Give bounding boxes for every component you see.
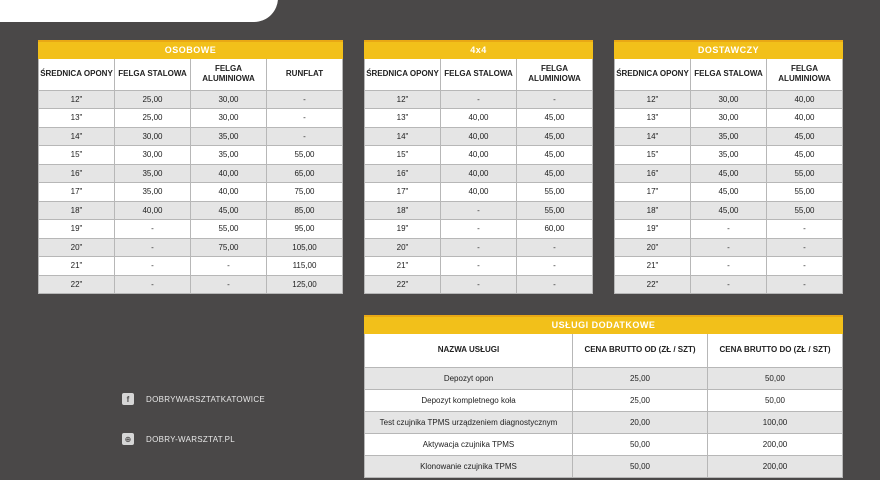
table-cell: -: [767, 275, 843, 294]
table-cell: 21": [39, 257, 115, 276]
table-row: [615, 183, 843, 202]
table-cell: 25,00: [115, 90, 191, 109]
column-header: ŚREDNICA OPONY: [615, 58, 691, 90]
table-cell: 45,00: [517, 146, 593, 165]
table-osobowe: [38, 40, 343, 294]
table-row: [365, 411, 843, 433]
table-cell: 200,00: [708, 433, 843, 455]
table-row: [39, 146, 343, 165]
column-header: FELGA STALOWA: [441, 58, 517, 90]
table-cell: 40,00: [441, 127, 517, 146]
table-cell: -: [115, 275, 191, 294]
column-header: RUNFLAT: [267, 58, 343, 90]
table-cell: 45,00: [767, 146, 843, 165]
table-cell: 50,00: [573, 433, 708, 455]
column-header: FELGA ALUMINIOWA: [517, 58, 593, 90]
table-cell: 55,00: [191, 220, 267, 239]
table-cell: 45,00: [767, 127, 843, 146]
table-cell: -: [767, 238, 843, 257]
table-row: [365, 367, 843, 389]
table-cell: 16": [39, 164, 115, 183]
table-cell: 25,00: [115, 109, 191, 128]
table-cell: 13": [365, 109, 441, 128]
table-cell: 16": [365, 164, 441, 183]
table-cell: 55,00: [767, 164, 843, 183]
table-row: [615, 238, 843, 257]
column-header: ŚREDNICA OPONY: [39, 58, 115, 90]
facebook-link[interactable]: [122, 393, 265, 405]
table-cell: 45,00: [691, 201, 767, 220]
table-cell: -: [517, 238, 593, 257]
table-cell: 40,00: [441, 183, 517, 202]
table-cell: 30,00: [191, 90, 267, 109]
table-cell: 30,00: [115, 127, 191, 146]
table-cell: 40,00: [441, 109, 517, 128]
column-header: NAZWA USŁUGI: [365, 333, 573, 367]
table-cell: 50,00: [573, 455, 708, 477]
table-cell: -: [691, 238, 767, 257]
table-cell: 95,00: [267, 220, 343, 239]
table-cell: 13": [39, 109, 115, 128]
table-title: 4x4: [365, 41, 593, 58]
table-cell: 30,00: [191, 109, 267, 128]
table-cell: 45,00: [191, 201, 267, 220]
table-row: [39, 238, 343, 257]
table-cell: 115,00: [267, 257, 343, 276]
table-row: [615, 146, 843, 165]
table-cell: 18": [615, 201, 691, 220]
table-cell: 35,00: [191, 146, 267, 165]
table-cell: 55,00: [517, 183, 593, 202]
table-cell: Depozyt opon: [365, 367, 573, 389]
table-row: [39, 109, 343, 128]
table-cell: 45,00: [517, 109, 593, 128]
table-cell: -: [191, 257, 267, 276]
table-row: [365, 183, 593, 202]
table-cell: -: [767, 257, 843, 276]
table-cell: 40,00: [191, 164, 267, 183]
table-cell: 35,00: [691, 127, 767, 146]
table-title: OSOBOWE: [39, 41, 343, 58]
table-cell: 25,00: [573, 367, 708, 389]
header-card: [0, 0, 278, 22]
table-row: [615, 220, 843, 239]
table-row: [615, 90, 843, 109]
table-cell: -: [441, 201, 517, 220]
table-cell: 21": [615, 257, 691, 276]
table-cell: 21": [365, 257, 441, 276]
table-cell: 18": [365, 201, 441, 220]
table-row: [365, 90, 593, 109]
website-link[interactable]: [122, 433, 235, 445]
table-cell: -: [441, 275, 517, 294]
table-cell: 55,00: [767, 183, 843, 202]
table-cell: 35,00: [691, 146, 767, 165]
table-cell: -: [267, 127, 343, 146]
table-row: [39, 257, 343, 276]
table-cell: 20": [365, 238, 441, 257]
table-cell: 12": [39, 90, 115, 109]
table-cell: -: [767, 220, 843, 239]
facebook-icon: f: [122, 393, 134, 405]
table-cell: 55,00: [267, 146, 343, 165]
table-cell: 75,00: [191, 238, 267, 257]
table-cell: -: [691, 275, 767, 294]
table-cell: 40,00: [191, 183, 267, 202]
table-cell: Depozyt kompletnego koła: [365, 389, 573, 411]
table-cell: 100,00: [708, 411, 843, 433]
table-row: [365, 275, 593, 294]
table-row: [365, 238, 593, 257]
table-row: [39, 275, 343, 294]
table-cell: 200,00: [708, 455, 843, 477]
table-cell: -: [267, 90, 343, 109]
table-row: [365, 127, 593, 146]
table-cell: 40,00: [441, 164, 517, 183]
table-cell: 17": [39, 183, 115, 202]
table-title: DOSTAWCZY: [615, 41, 843, 58]
table-row: [615, 164, 843, 183]
table-row: [615, 257, 843, 276]
table-cell: 65,00: [267, 164, 343, 183]
table-cell: 19": [39, 220, 115, 239]
table-cell: -: [517, 90, 593, 109]
table-row: [365, 220, 593, 239]
column-header: FELGA ALUMINIOWA: [767, 58, 843, 90]
table-cell: 15": [365, 146, 441, 165]
table-row: [365, 257, 593, 276]
table-cell: 30,00: [115, 146, 191, 165]
table-cell: 14": [39, 127, 115, 146]
table-row: [365, 201, 593, 220]
table-cell: 40,00: [115, 201, 191, 220]
table-row: [39, 220, 343, 239]
table-cell: 30,00: [691, 90, 767, 109]
table-row: [365, 146, 593, 165]
table-cell: 14": [615, 127, 691, 146]
table-cell: 40,00: [767, 109, 843, 128]
table-cell: 12": [365, 90, 441, 109]
column-header: ŚREDNICA OPONY: [365, 58, 441, 90]
table-cell: -: [115, 220, 191, 239]
table-cell: 60,00: [517, 220, 593, 239]
table-cell: 25,00: [573, 389, 708, 411]
table-cell: -: [441, 90, 517, 109]
table-uslugi-dodatkowe: [364, 315, 843, 478]
table-row: [39, 183, 343, 202]
table-cell: 22": [39, 275, 115, 294]
table-row: [365, 109, 593, 128]
table-cell: 30,00: [691, 109, 767, 128]
table-cell: 105,00: [267, 238, 343, 257]
table-row: [39, 164, 343, 183]
column-header: FELGA STALOWA: [691, 58, 767, 90]
table-cell: 50,00: [708, 367, 843, 389]
table-cell: 40,00: [767, 90, 843, 109]
table-cell: 55,00: [517, 201, 593, 220]
table-cell: 22": [365, 275, 441, 294]
table-cell: 20": [39, 238, 115, 257]
table-cell: -: [441, 220, 517, 239]
table-cell: 13": [615, 109, 691, 128]
column-header: FELGA STALOWA: [115, 58, 191, 90]
table-cell: 35,00: [191, 127, 267, 146]
table-cell: 55,00: [767, 201, 843, 220]
table-row: [365, 455, 843, 477]
table-cell: 19": [365, 220, 441, 239]
table-cell: Test czujnika TPMS urządzeniem diagnostycznym: [365, 411, 573, 433]
table-row: [365, 389, 843, 411]
table-cell: 14": [365, 127, 441, 146]
table-row: [39, 90, 343, 109]
table-cell: 19": [615, 220, 691, 239]
table-cell: 45,00: [691, 183, 767, 202]
table-cell: 15": [615, 146, 691, 165]
table-cell: -: [441, 257, 517, 276]
table-cell: -: [691, 220, 767, 239]
table-cell: 75,00: [267, 183, 343, 202]
table-cell: 17": [365, 183, 441, 202]
table-row: [39, 127, 343, 146]
table-cell: 85,00: [267, 201, 343, 220]
table-cell: 15": [39, 146, 115, 165]
table-row: [615, 275, 843, 294]
table-row: [39, 201, 343, 220]
table-cell: 18": [39, 201, 115, 220]
table-cell: 45,00: [517, 127, 593, 146]
table-cell: -: [691, 257, 767, 276]
table-cell: 45,00: [691, 164, 767, 183]
table-cell: 50,00: [708, 389, 843, 411]
table-cell: Klonowanie czujnika TPMS: [365, 455, 573, 477]
table-row: [365, 433, 843, 455]
table-cell: 22": [615, 275, 691, 294]
table-4x4: [364, 40, 593, 294]
table-cell: 40,00: [441, 146, 517, 165]
column-header: CENA BRUTTO OD (ZŁ / SZT): [573, 333, 708, 367]
globe-icon: ⊕: [122, 433, 134, 445]
column-header: CENA BRUTTO DO (ZŁ / SZT): [708, 333, 843, 367]
table-cell: Aktywacja czujnika TPMS: [365, 433, 573, 455]
table-row: [615, 109, 843, 128]
table-cell: 20,00: [573, 411, 708, 433]
table-cell: -: [115, 238, 191, 257]
table-dostawczy: [614, 40, 843, 294]
table-cell: -: [441, 238, 517, 257]
table-row: [615, 201, 843, 220]
table-cell: -: [517, 275, 593, 294]
table-cell: 35,00: [115, 164, 191, 183]
table-title: USŁUGI DODATKOWE: [365, 316, 843, 333]
table-cell: 16": [615, 164, 691, 183]
table-cell: 17": [615, 183, 691, 202]
table-cell: 20": [615, 238, 691, 257]
table-cell: 12": [615, 90, 691, 109]
table-cell: -: [517, 257, 593, 276]
table-cell: 45,00: [517, 164, 593, 183]
column-header: FELGA ALUMINIOWA: [191, 58, 267, 90]
table-cell: -: [191, 275, 267, 294]
table-cell: 35,00: [115, 183, 191, 202]
website-label: DOBRY-WARSZTAT.PL: [146, 434, 235, 444]
table-cell: -: [267, 109, 343, 128]
table-row: [365, 164, 593, 183]
table-row: [615, 127, 843, 146]
facebook-label: DOBRYWARSZTATKATOWICE: [146, 394, 266, 404]
table-cell: 125,00: [267, 275, 343, 294]
table-cell: -: [115, 257, 191, 276]
